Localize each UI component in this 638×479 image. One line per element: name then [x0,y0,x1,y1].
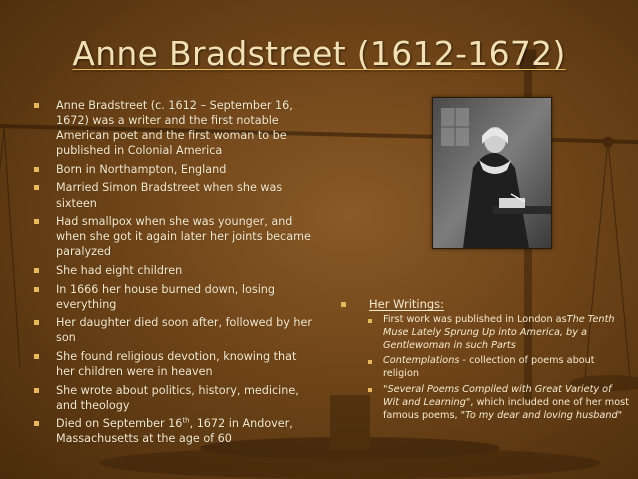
list-item: Born in Northampton, England [34,162,316,177]
list-item: Had smallpox when she was younger, and when she got it again later her joints became paralyzed [34,214,316,259]
list-item: She had eight children [34,263,316,278]
list-item: Married Simon Bradstreet when she was sixteen [34,180,316,210]
list-item: First work was published in London asThe Tenth Muse Lately Sprung Up into America, by a Gentlewoman in such Parts [338,314,630,352]
list-item: Her daughter died soon after, followed by her son [34,315,316,345]
list-item: She wrote about politics, history, medicine, and theology [34,383,316,413]
square-bullet-icon [368,388,372,392]
writings-heading: Her Writings: [338,296,630,312]
writings-list [338,314,630,422]
square-bullet-icon [34,354,39,359]
list-item: In 1666 her house burned down, losing everything [34,282,316,312]
square-bullet-icon [34,268,39,273]
square-bullet-icon [34,421,39,426]
writings-section [338,296,630,425]
square-bullet-icon [34,287,39,292]
square-bullet-icon [34,167,39,172]
square-bullet-icon [368,360,372,364]
list-item: Contemplations - collection of poems about religion [338,355,630,381]
square-bullet-icon [368,319,372,323]
square-bullet-icon [34,320,39,325]
list-item: She found religious devotion, knowing that her children were in heaven [34,349,316,379]
list-item-death: Died on September 16th, 1672 in Andover, Massachusetts at the age of 60 [34,416,316,446]
portrait-image [432,97,552,249]
list-item: Anne Bradstreet (c. 1612 – September 16, 1672) was a writer and the first notable American poet and the first woman to be published in Colonial America [34,98,316,158]
biography-bullet-list [34,98,316,450]
square-bullet-icon [34,219,39,224]
list-item: "Several Poems Compiled with Great Variety of Wit and Learning", which included one of her most famous poems, "To my dear and loving husband" [338,384,630,422]
square-bullet-icon [34,388,39,393]
square-bullet-icon [341,302,346,307]
square-bullet-icon [34,103,39,108]
slide-title: Anne Bradstreet (1612-1672) [72,34,566,73]
square-bullet-icon [34,185,39,190]
